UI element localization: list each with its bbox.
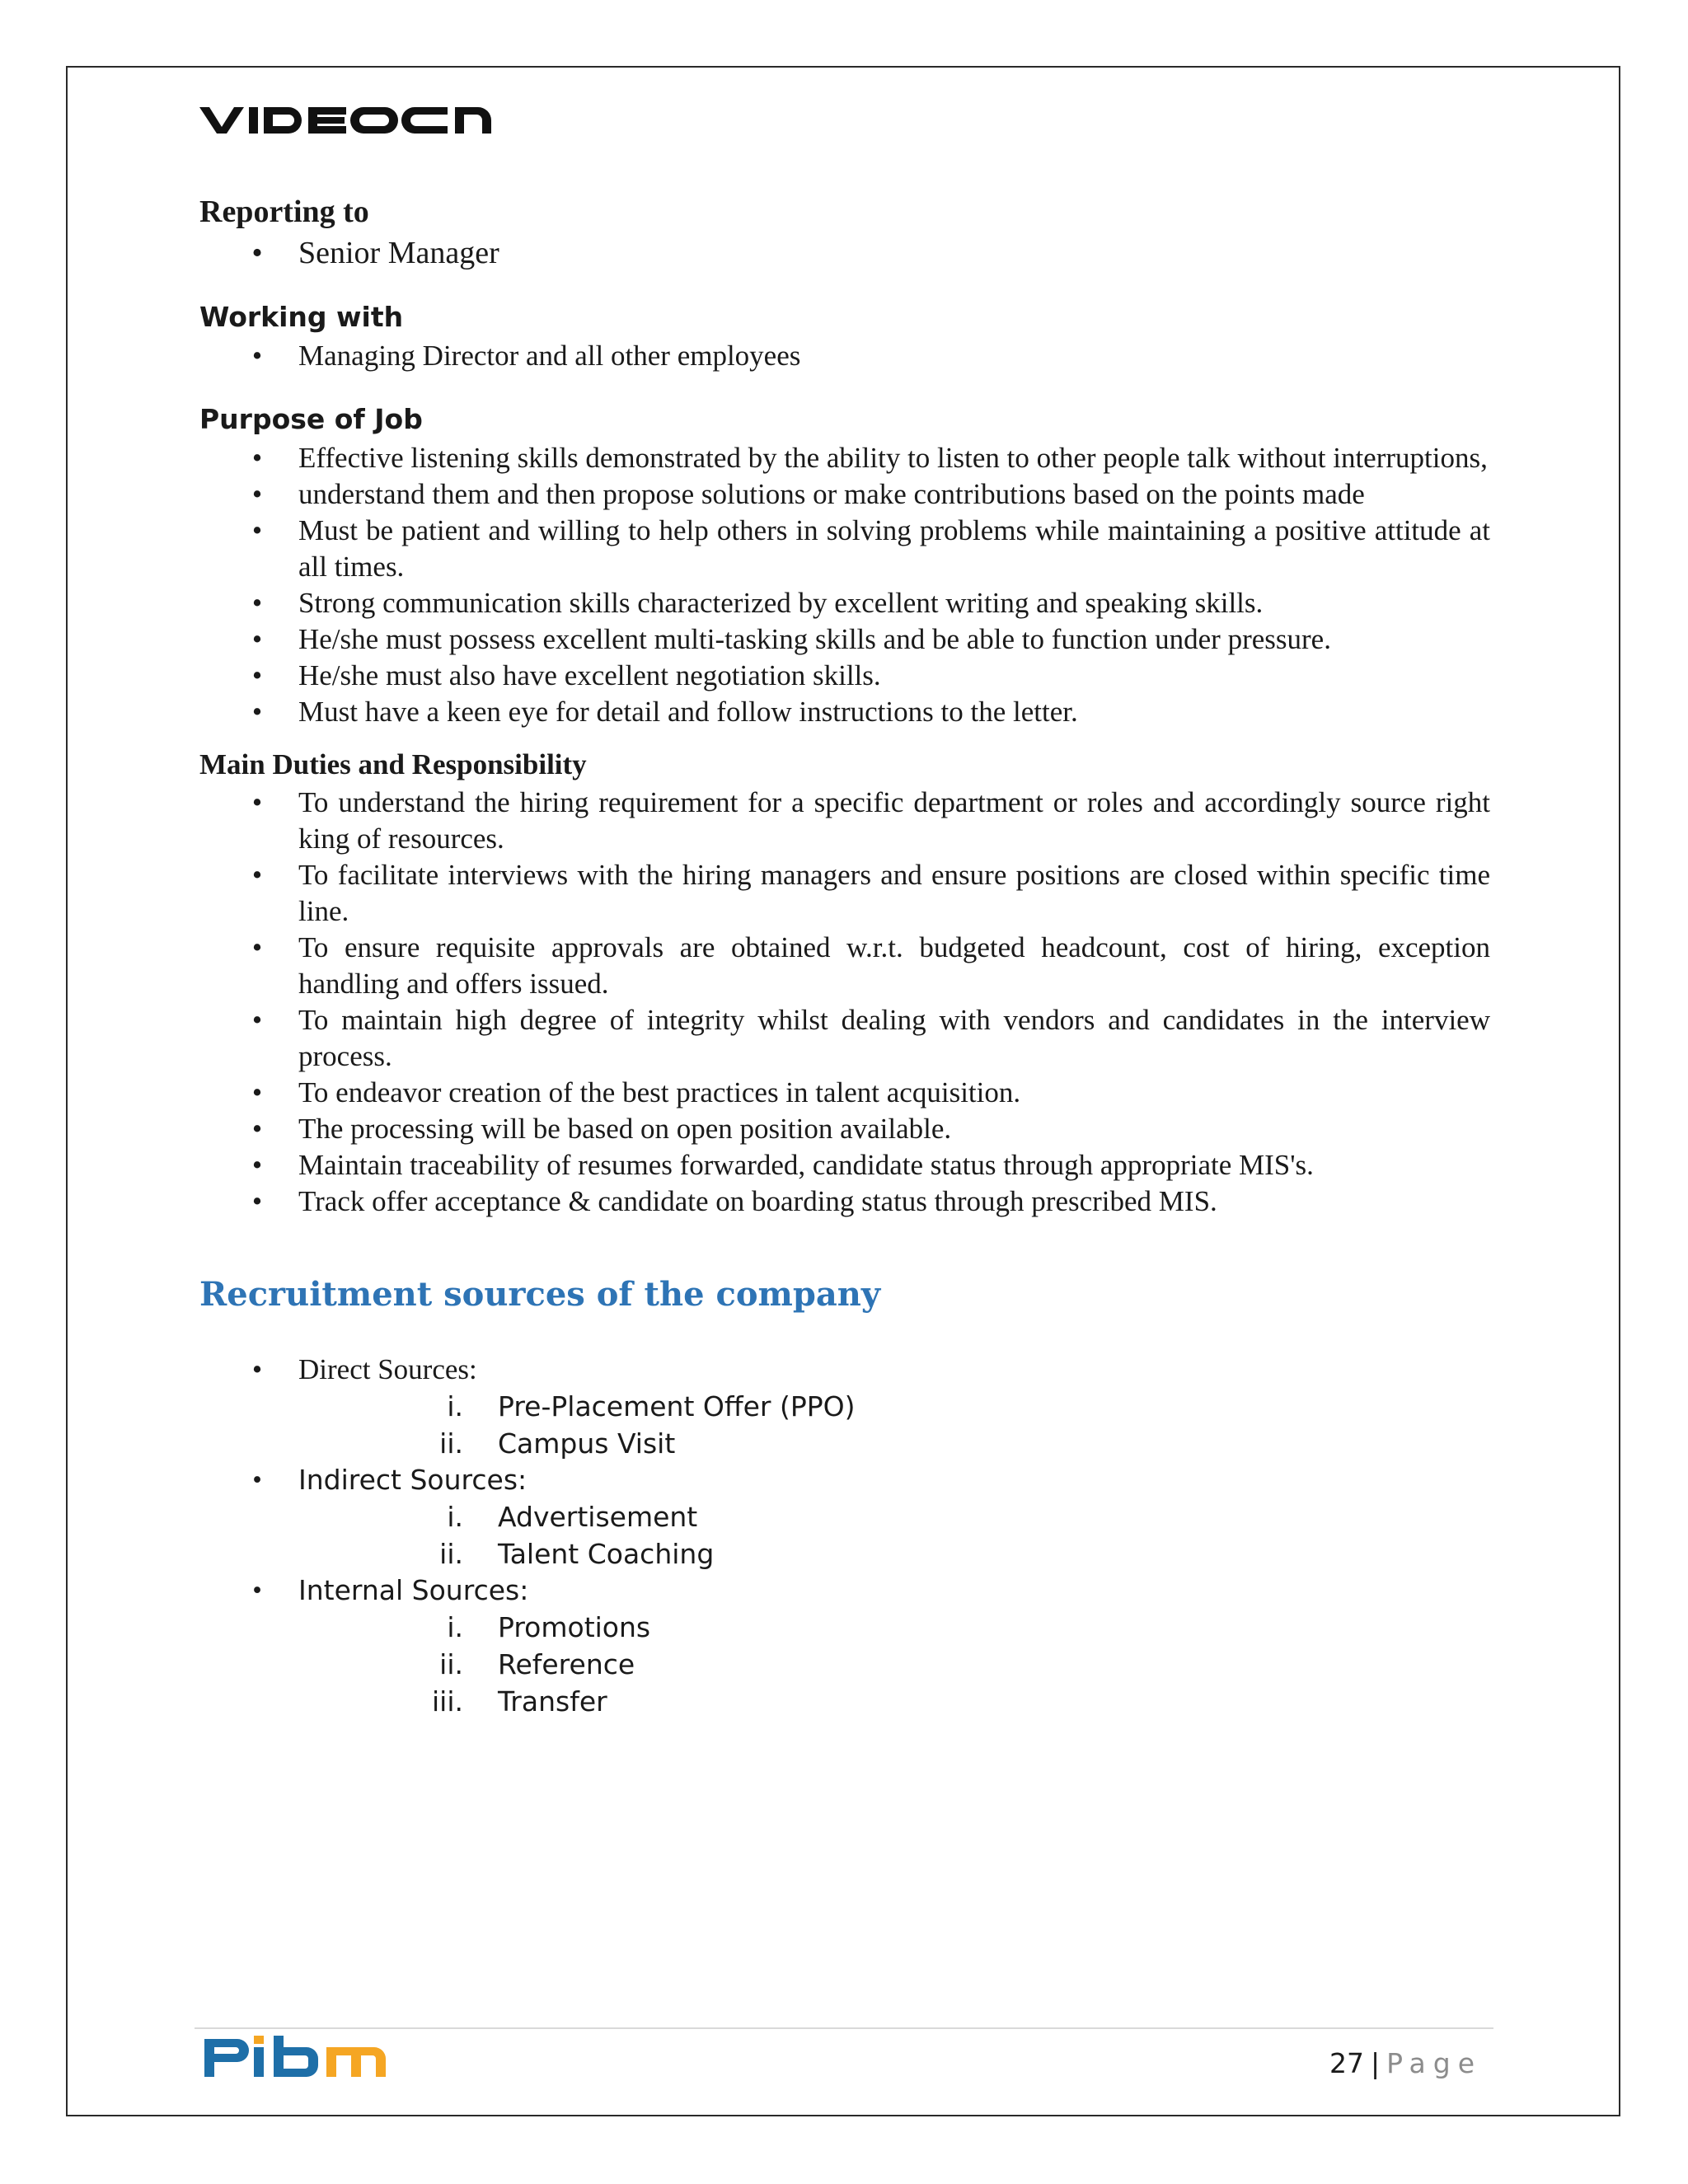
list-item: iii. Transfer bbox=[432, 1685, 607, 1718]
duties-heading: Main Duties and Responsibility bbox=[199, 748, 587, 780]
source-group-internal: • Internal Sources: bbox=[199, 1572, 1490, 1609]
list-item: • To ensure requisite approvals are obtained w.r.t. budgeted headcount, cost of hiring, exception handling and offers issued. bbox=[199, 930, 1490, 1002]
list-item: • Maintain traceability of resumes forwarded, candidate status through appropriate MIS's. bbox=[199, 1147, 1490, 1183]
bullet-icon: • bbox=[251, 1113, 263, 1145]
list-item: • To maintain high degree of integrity whilst dealing with vendors and candidates in the interview process. bbox=[199, 1002, 1490, 1075]
direct-sources-list bbox=[199, 1388, 1490, 1462]
pibm-logo bbox=[203, 2034, 389, 2080]
list-item: • Must be patient and willing to help others in solving problems while maintaining a positive attitude at all times. bbox=[199, 513, 1490, 585]
bullet-icon: • bbox=[251, 236, 263, 270]
purpose-list bbox=[199, 440, 1490, 730]
bullet-icon: • bbox=[251, 1004, 263, 1036]
internal-sources-list bbox=[199, 1609, 1490, 1720]
duties-list bbox=[199, 785, 1490, 1220]
bullet-icon: • bbox=[251, 659, 263, 691]
list-item: ii. Campus Visit bbox=[439, 1427, 676, 1460]
list-item: ii. Reference bbox=[439, 1648, 635, 1680]
working-list bbox=[199, 338, 1490, 374]
bullet-icon: • bbox=[251, 1353, 263, 1385]
working-heading: Working with bbox=[199, 301, 404, 333]
list-item: • Effective listening skills demonstrated by the ability to listen to other people talk without interruptions, bbox=[199, 440, 1490, 476]
recruitment-list-indirect bbox=[199, 1462, 1490, 1498]
bullet-icon: • bbox=[252, 1465, 262, 1495]
bullet-icon: • bbox=[251, 1149, 263, 1181]
bullet-icon: • bbox=[251, 623, 263, 655]
list-item: i. Advertisement bbox=[447, 1501, 698, 1533]
recruitment-list bbox=[199, 1352, 1490, 1388]
reporting-list bbox=[199, 232, 1490, 274]
recruitment-title: Recruitment sources of the company bbox=[199, 1275, 881, 1314]
bullet-icon: • bbox=[251, 1076, 263, 1108]
purpose-heading: Purpose of Job bbox=[199, 403, 423, 435]
document-body bbox=[199, 191, 1490, 1720]
videocon-logo bbox=[199, 102, 491, 137]
source-group-direct: • Direct Sources: bbox=[199, 1352, 1490, 1388]
list-item: i. Promotions bbox=[447, 1611, 651, 1643]
list-item: • Managing Director and all other employees bbox=[199, 338, 1490, 374]
list-item: • The processing will be based on open position available. bbox=[199, 1111, 1490, 1147]
list-item: • To facilitate interviews with the hiring managers and ensure positions are closed within specific time line. bbox=[199, 857, 1490, 930]
list-item: • Strong communication skills characterized by excellent writing and speaking skills. bbox=[199, 585, 1490, 621]
indirect-sources-list bbox=[199, 1498, 1490, 1572]
bullet-icon: • bbox=[252, 1576, 262, 1605]
bullet-icon: • bbox=[251, 859, 263, 891]
bullet-icon: • bbox=[251, 786, 263, 818]
bullet-icon: • bbox=[251, 340, 263, 372]
list-item: • understand them and then propose solutions or make contributions based on the points made bbox=[199, 476, 1490, 513]
source-group-indirect: • Indirect Sources: bbox=[199, 1462, 1490, 1498]
reporting-heading: Reporting to bbox=[199, 194, 369, 229]
bullet-icon: • bbox=[251, 931, 263, 963]
recruitment-list-internal bbox=[199, 1572, 1490, 1609]
bullet-icon: • bbox=[251, 696, 263, 728]
list-item: • He/she must possess excellent multi-tasking skills and be able to function under pressure. bbox=[199, 621, 1490, 658]
list-item: • Senior Manager bbox=[199, 232, 1490, 274]
list-item: • To endeavor creation of the best practices in talent acquisition. bbox=[199, 1075, 1490, 1111]
bullet-icon: • bbox=[251, 1185, 263, 1217]
list-item: • To understand the hiring requirement for a specific department or roles and accordingly source right king of resources. bbox=[199, 785, 1490, 857]
bullet-icon: • bbox=[251, 442, 263, 474]
list-item: • Must have a keen eye for detail and follow instructions to the letter. bbox=[199, 694, 1490, 730]
footer-divider bbox=[195, 2027, 1493, 2029]
page-number: 27 | Page bbox=[1329, 2047, 1482, 2079]
bullet-icon: • bbox=[251, 587, 263, 619]
list-item: • He/she must also have excellent negotiation skills. bbox=[199, 658, 1490, 694]
list-item: • Track offer acceptance & candidate on boarding status through prescribed MIS. bbox=[199, 1183, 1490, 1220]
bullet-icon: • bbox=[251, 478, 263, 510]
list-item: ii. Talent Coaching bbox=[439, 1538, 715, 1570]
bullet-icon: • bbox=[251, 514, 263, 546]
list-item: i. Pre-Placement Offer (PPO) bbox=[447, 1390, 856, 1422]
